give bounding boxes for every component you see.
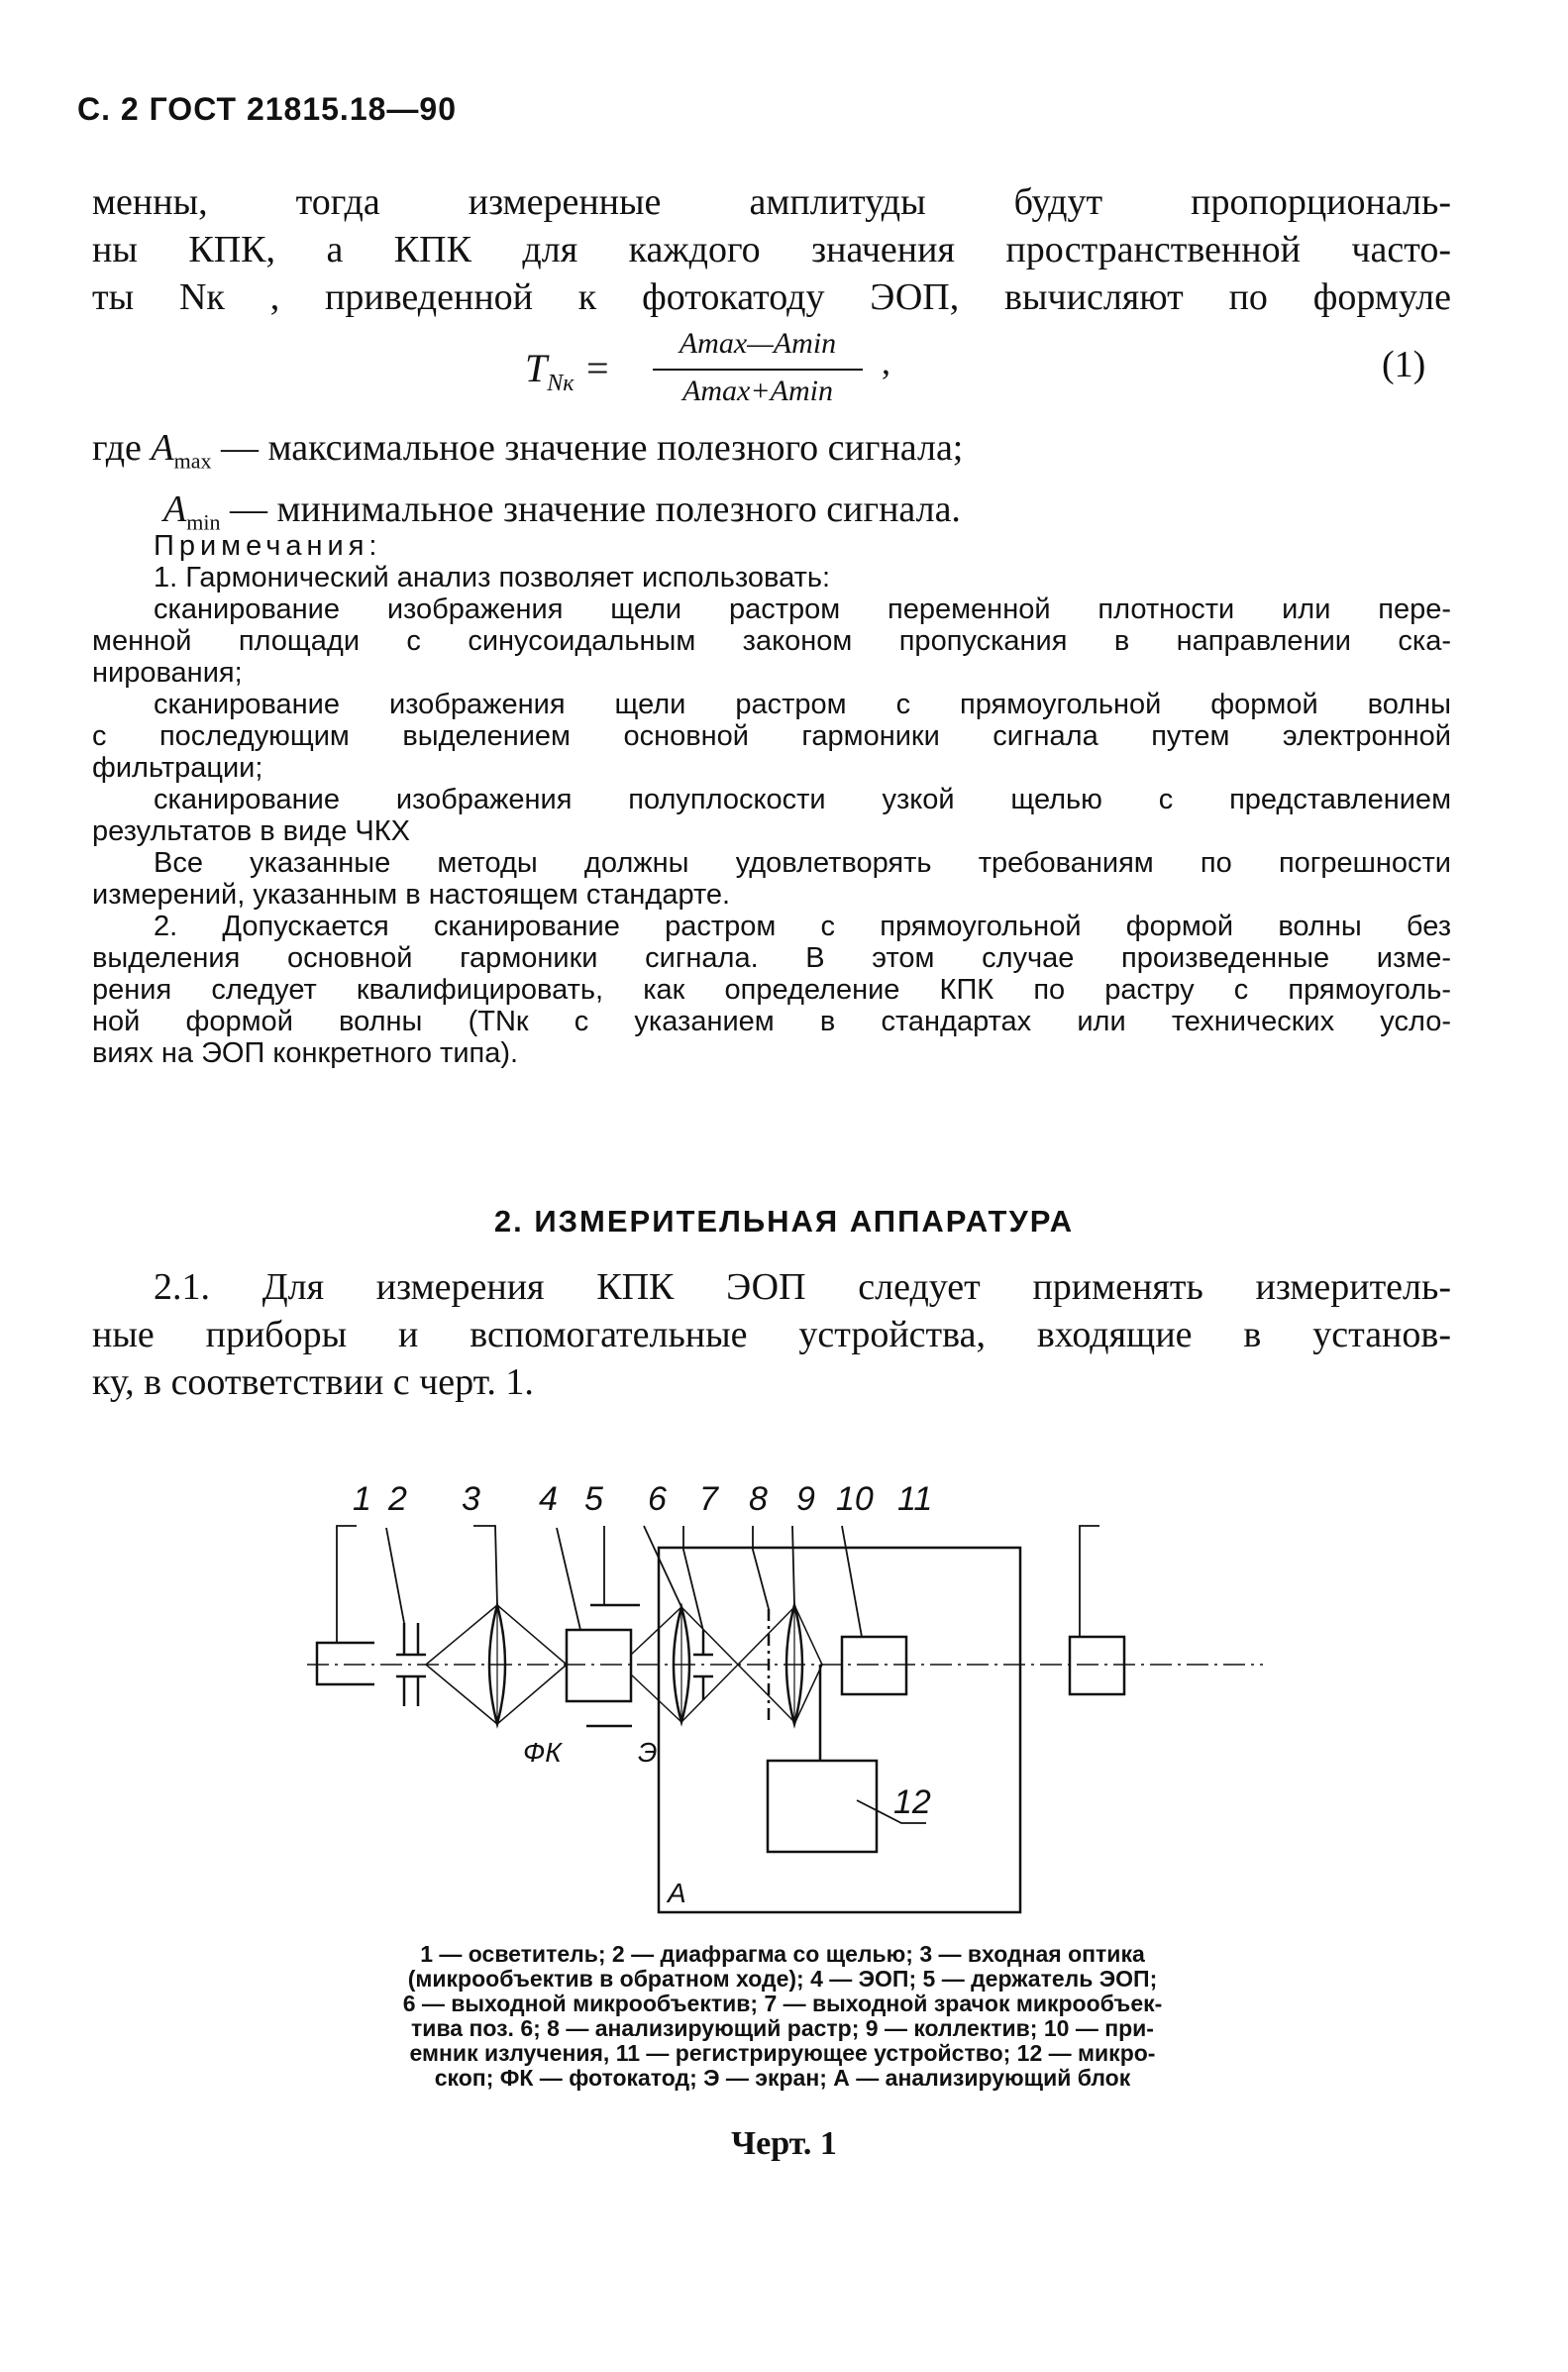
- note-line: менной площади с синусоидальным законом пропускания в направлении ска-: [92, 625, 1451, 657]
- label-9: 9: [796, 1480, 815, 1518]
- diagram-svg: [287, 1466, 1278, 1942]
- intro-paragraph: [92, 178, 1451, 321]
- note-line: Все указанные методы должны удовлетворять требованиям по погрешности: [154, 847, 1451, 879]
- note-line: 2. Допускается сканирование растром с прямоугольной формой волны без: [154, 911, 1451, 942]
- notes-heading: Примечания:: [154, 530, 382, 562]
- formula-comma: ,: [882, 342, 890, 381]
- figure-caption: [287, 1942, 1278, 2091]
- formula-numerator: Amax—Amin: [679, 327, 837, 360]
- section-title: 2. ИЗМЕРИТЕЛЬНАЯ АППАРАТУРА: [493, 1204, 1075, 1239]
- definition-amax: где $A_{max}$ — максимальное значение полезного сигнала;: [92, 427, 964, 474]
- formula-lhs: $T_{Nк}$ =: [525, 346, 611, 396]
- note-line: сканирование изображения щели растром переменной плотности или пере-: [154, 593, 1451, 625]
- label-4: 4: [539, 1480, 558, 1518]
- formula-fraction: [649, 327, 867, 416]
- caption-line: 6 — выходной микрообъектив; 7 — выходной зрачок микрообъек-: [402, 1991, 1163, 2016]
- label-analyzer: А: [668, 1878, 686, 1908]
- equation-number: (1): [1382, 344, 1426, 385]
- notes-block: [92, 530, 1451, 1069]
- label-3: 3: [462, 1480, 480, 1518]
- caption-line: скоп; ФК — фотокатод; Э — экран; А — анализирующий блок: [434, 2065, 1131, 2091]
- note-line: ной формой волны (TNк с указанием в стандартах или технических усло-: [92, 1006, 1451, 1037]
- definition-amin: $A_{min}$ — минимальное значение полезного сигнала.: [163, 487, 961, 535]
- microscope: [768, 1761, 877, 1852]
- note-line: рения следует квалифицировать, как определение КПК по растру с прямоуголь-: [92, 974, 1451, 1006]
- note-line: с последующим выделением основной гармоники сигнала путем электронной: [92, 720, 1451, 752]
- note-line: 1. Гармонический анализ позволяет использовать:: [154, 562, 831, 593]
- section-line: ные приборы и вспомогательные устройства, входящие в установ-: [92, 1314, 1451, 1355]
- label-11: 11: [897, 1480, 933, 1518]
- exit-pupil: [693, 1631, 713, 1700]
- label-5: 5: [584, 1480, 603, 1518]
- note-line: нирования;: [92, 657, 243, 689]
- caption-line: (микрообъектив в обратном ходе); 4 — ЭОП; 5 — держатель ЭОП;: [407, 1966, 1158, 1992]
- note-line: сканирование изображения полуплоскости узкой щелью с представлением: [154, 784, 1451, 815]
- note-line: фильтрации;: [92, 752, 263, 784]
- caption-line: 1 — осветитель; 2 — диафрагма со щелью; 3 — входная оптика: [420, 1941, 1145, 1967]
- section-line: 2.1. Для измерения КПК ЭОП следует применять измеритель-: [154, 1266, 1451, 1308]
- fraction-bar: [653, 369, 863, 371]
- label-6: 6: [648, 1480, 667, 1518]
- figure-label: Черт. 1: [731, 2125, 837, 2162]
- definitions: [92, 424, 963, 546]
- label-8: 8: [749, 1480, 768, 1518]
- caption-line: емник излучения, 11 — регистрирующее устройство; 12 — микро-: [409, 2040, 1156, 2066]
- leader-lines: [337, 1526, 1099, 1823]
- radiation-receiver: [842, 1637, 906, 1694]
- note-line: результатов в виде ЧКХ: [92, 815, 410, 847]
- label-1: 1: [353, 1480, 371, 1518]
- formula-1: [525, 327, 1466, 416]
- note-line: сканирование изображения щели растром с прямоугольной формой волны: [154, 689, 1451, 720]
- section-line: ку, в соответствии с черт. 1.: [92, 1361, 534, 1403]
- note-line: измерений, указанным в настоящем стандарте.: [92, 879, 731, 911]
- label-12: 12: [893, 1783, 931, 1821]
- analyzer-block: [659, 1548, 1020, 1912]
- label-screen: Э: [638, 1737, 658, 1768]
- illuminator-block: [317, 1643, 374, 1684]
- label-10: 10: [836, 1480, 874, 1518]
- label-photocathode: ФК: [523, 1737, 562, 1768]
- section-paragraph: [92, 1263, 1451, 1406]
- note-line: виях на ЭОП конкретного типа).: [92, 1037, 519, 1069]
- caption-line: тива поз. 6; 8 — анализирующий растр; 9 — коллектив; 10 — при-: [411, 2015, 1154, 2041]
- intro-line: ты Nк , приведенной к фотокатоду ЭОП, вычисляют по формуле: [92, 276, 1451, 318]
- note-line: выделения основной гармоники сигнала. В этом случае произведенные изме-: [92, 942, 1451, 974]
- label-7: 7: [699, 1480, 718, 1518]
- recording-device: [1070, 1637, 1124, 1694]
- page-header: С. 2 ГОСТ 21815.18—90: [77, 91, 457, 127]
- intro-line: ны КПК, а КПК для каждого значения пространственной часто-: [92, 229, 1451, 270]
- intro-line: менны, тогда измеренные амплитуды будут пропорциональ-: [92, 181, 1451, 223]
- formula-denominator: Amax+Amin: [682, 375, 833, 407]
- eop-tube: [567, 1630, 631, 1701]
- optical-setup-diagram: [287, 1466, 1278, 1942]
- label-2: 2: [388, 1480, 407, 1518]
